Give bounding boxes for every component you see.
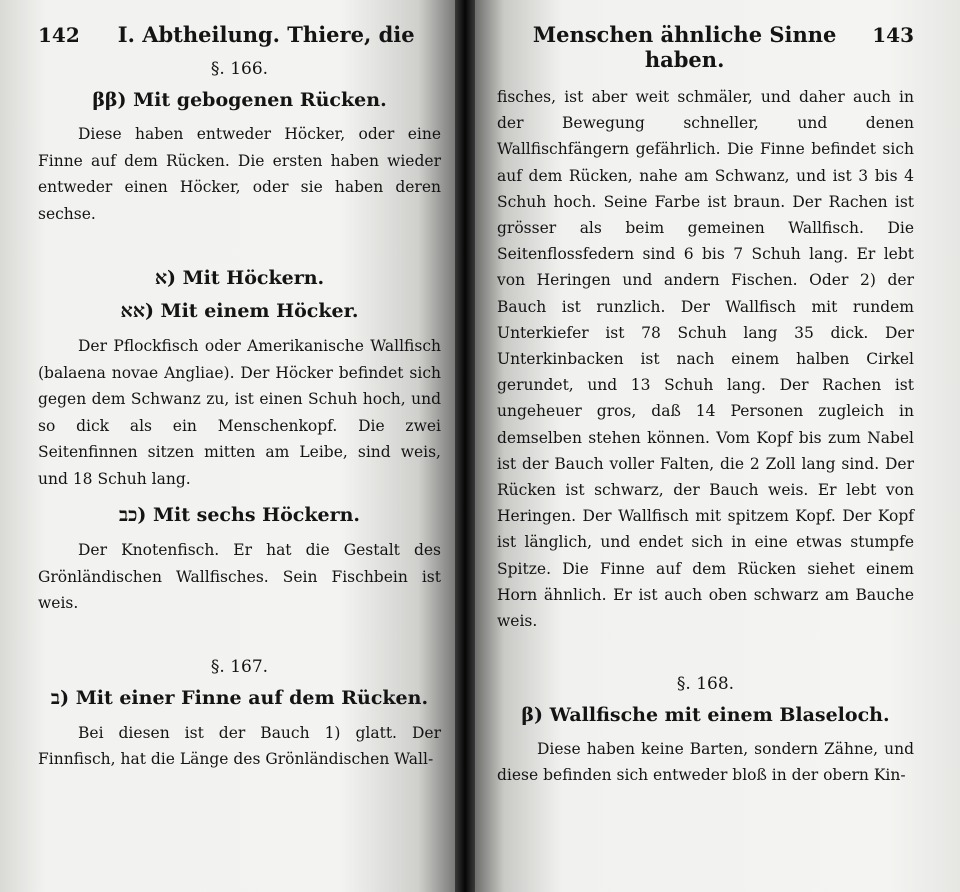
heading-mit-sechs-hoeckern: כב) Mit sechs Höckern. [118,504,361,526]
paragraph-wallfisch-continued: fisches, ist aber weit schmäler, und daher auch in der Bewegung schneller, und denen Wallfischfängern gefährlich. Die Finne befindet sich auf dem Rücken, nahe am Schwanz, und ist 3 bis 4 Schuh hoch. Seine Farbe ist braun. Der Rachen ist grösser als beim gemeinen Wallfisch. Die Seitenflossfedern sind 6 bis 7 Schuh lang. Er lebt von Heringen und andern Fischen. Oder 2) der Bauch ist runzlich. Der Wallfisch mit rundem Unterkiefer ist 78 Schuh lang 35 dick. Der Unterkinbacken ist nach einem halben Cirkel gerundet, und 13 Schuh lang. Der Rachen ist ungeheuer gros, daß 14 Personen zugleich in demselben stehen können. Vom Kopf bis zum Nabel ist der Bauch voller Falten, die 2 Zoll lang sind. Der Rücken ist schwarz, der Bauch weis. Er lebt von Heringen. Der Wallfisch mit spitzem Kopf. Der Kopf ist länglich, und endet sich in eine etwas stumpfe Spitze. Die Finne auf dem Rücken siehet einem Horn ähnlich. Er ist auch oben schwarz am Bauche weis. [497,88,914,631]
left-running-header [38,22,441,47]
heading-mit-hoeckern: א) Mit Höckern. [154,267,325,289]
left-page [0,0,455,892]
section-168: §. 168. [676,674,735,695]
paragraph-hoecker-finne: Diese haben entweder Höcker, oder eine Finne auf dem Rücken. Die ersten haben wieder entweder einen Höcker, oder sie haben deren sechse. [38,125,441,223]
section-167: §. 167. [210,656,269,677]
paragraph-zaehne: Diese haben keine Barten, sondern Zähne, und diese befinden sich entweder bloß in der obern Kin- [497,740,914,785]
heading-gebogenen-ruecken: ββ) Mit gebogenen Rücken. [92,89,387,111]
heading-mit-einer-finne: ב) Mit einer Finne auf dem Rücken. [50,686,429,709]
right-page [475,0,960,892]
heading-mit-einem-hoecker: אא) Mit einem Höcker. [120,300,359,322]
paragraph-knotenfisch: Der Knotenfisch. Er hat die Gestalt des Grönländischen Wallfisches. Sein Fischbein ist weis. [38,541,441,612]
section-166: §. 166. [210,59,269,79]
book-gutter [455,0,475,892]
left-running-head: I. Abtheilung. Thiere, die [117,22,415,47]
paragraph-finnfisch: Bei diesen ist der Bauch 1) glatt. Der Finnfisch, hat die Länge des Grönländischen Wall- [38,723,441,768]
right-running-header [497,22,914,72]
left-page-number: 142 [38,23,80,47]
paragraph-pflockfisch: Der Pflockfisch oder Amerikanische Wallfisch (balaena novae Angliae). Der Höcker befindet sich gegen dem Schwanz zu, ist einen Schuh hoch, und so dick als ein Menschenkopf. Die zwei Seitenfinnen sitzen mitten am Leibe, sind weis, und 18 Schuh lang. [38,337,441,488]
right-running-head: Menschen ähnliche Sinne haben. [532,22,837,72]
heading-blaseloch: β) Wallfische mit einem Blaseloch. [521,704,890,727]
right-page-number: 143 [872,23,914,47]
